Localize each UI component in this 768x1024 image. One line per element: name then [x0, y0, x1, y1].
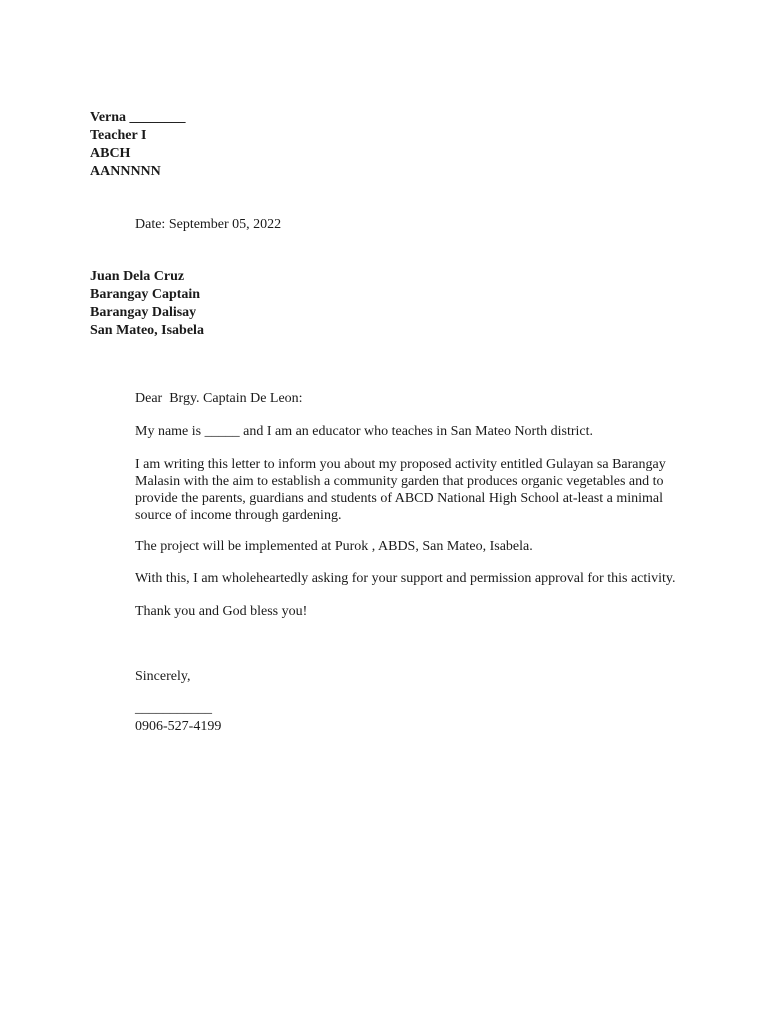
- recipient-block: [90, 268, 690, 340]
- paragraph-purpose: [90, 456, 680, 524]
- letter-date: Date: September 05, 2022: [135, 217, 282, 232]
- signature-line: ___________: [135, 701, 212, 716]
- sender-block: [90, 109, 690, 181]
- closing-block: [90, 668, 690, 686]
- phone-number: 0906-527-4199: [135, 719, 222, 734]
- paragraph-location: [90, 538, 680, 555]
- salutation: Dear Brgy. Captain De Leon:: [135, 391, 303, 406]
- date-block: [90, 216, 690, 234]
- paragraph-text: I am writing this letter to inform you about my proposed activity entitled Gulayan sa Barangay Malasin with the aim to establish a community garden that produces organic vegetables and to provide the parents, guardians and students of ABCD National High School at-least a minimal source of income through gardening.: [135, 457, 666, 523]
- paragraph-text: My name is _____ and I am an educator who teaches in San Mateo North district.: [135, 424, 593, 439]
- paragraph-thanks: [90, 603, 680, 620]
- recipient-barangay: Barangay Dalisay: [90, 305, 197, 320]
- paragraph-text: The project will be implemented at Purok , ABDS, San Mateo, Isabela.: [135, 539, 533, 554]
- paragraph-intro: [90, 423, 680, 440]
- sender-position: Teacher I: [90, 128, 147, 143]
- sender-address: AANNNNN: [90, 164, 161, 179]
- sender-name: Verna ________: [90, 110, 186, 125]
- recipient-name: Juan Dela Cruz: [90, 269, 185, 284]
- signature-block: [90, 700, 690, 736]
- closing: Sincerely,: [135, 669, 191, 684]
- paragraph-request: [90, 570, 680, 587]
- paragraph-text: Thank you and God bless you!: [135, 604, 308, 619]
- paragraph-text: With this, I am wholeheartedly asking for your support and permission approval for this activity.: [135, 571, 676, 586]
- recipient-address: San Mateo, Isabela: [90, 323, 204, 338]
- recipient-position: Barangay Captain: [90, 287, 201, 302]
- salutation-block: [90, 390, 690, 408]
- sender-school: ABCH: [90, 146, 131, 161]
